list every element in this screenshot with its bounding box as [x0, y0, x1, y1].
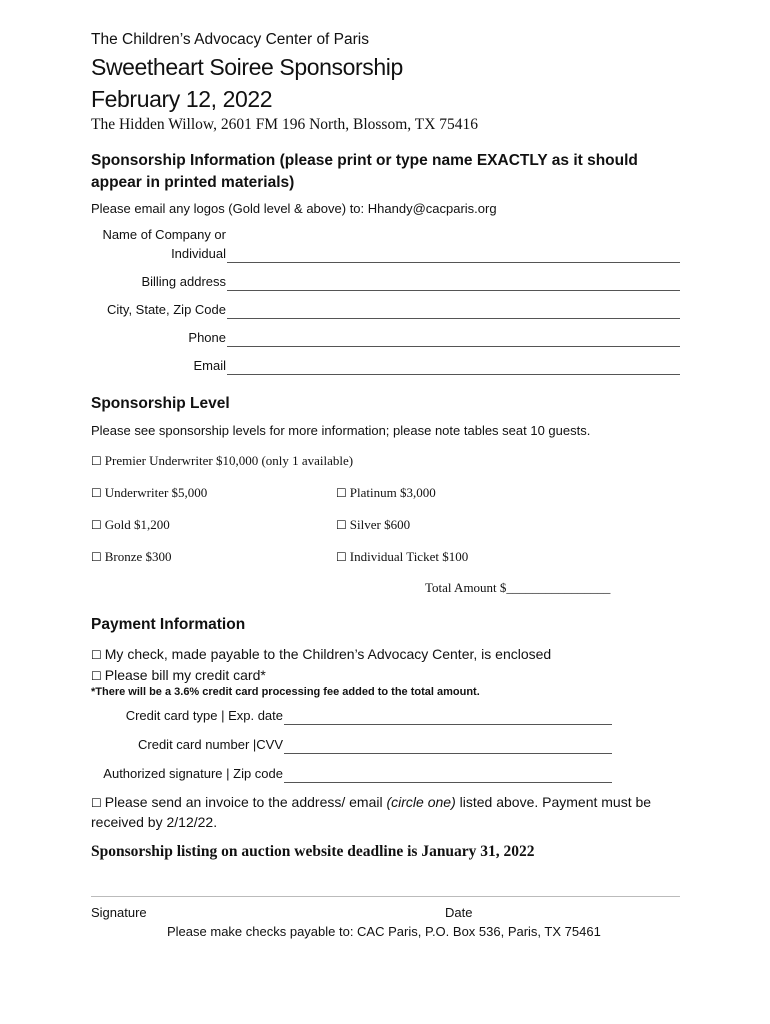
phone-label: Phone: [188, 330, 226, 345]
option-label: Please bill my credit card*: [104, 667, 266, 683]
authorized-signature-field-line[interactable]: [284, 782, 612, 783]
option-label: Bronze $300: [104, 549, 172, 564]
checks-payable-note: Please make checks payable to: CAC Paris, P.O. Box 536, Paris, TX 75461: [167, 924, 601, 939]
company-label-line2: Individual: [171, 246, 226, 261]
option-label: Silver $600: [349, 517, 411, 532]
section-heading-sponsorship-level: Sponsorship Level: [91, 395, 230, 412]
logo-email-note: Please email any logos (Gold level & above) to: Hhandy@cacparis.org: [91, 201, 497, 216]
event-date: February 12, 2022: [91, 86, 273, 112]
option-label: Premier Underwriter $10,000 (only 1 available): [104, 453, 354, 468]
checkbox-icon[interactable]: ☐: [336, 518, 347, 532]
option-individual-ticket[interactable]: [336, 549, 468, 565]
signature-label: Signature: [91, 905, 147, 920]
email-field-line[interactable]: [227, 374, 680, 375]
city-state-zip-label: City, State, Zip Code: [107, 302, 226, 317]
option-label: Gold $1,200: [104, 517, 170, 532]
credit-card-fee-note: *There will be a 3.6% credit card processing fee added to the total amount.: [91, 686, 480, 698]
option-platinum[interactable]: [336, 485, 436, 501]
email-label: Email: [193, 358, 226, 373]
section-heading-payment: Payment Information: [91, 616, 246, 633]
organization-name: The Children’s Advocacy Center of Paris: [91, 31, 369, 48]
form-title: Sweetheart Soiree Sponsorship: [91, 54, 403, 80]
checkbox-icon[interactable]: ☐: [91, 454, 102, 468]
option-gold[interactable]: [91, 517, 170, 533]
signature-line[interactable]: [91, 896, 680, 897]
option-underwriter[interactable]: [91, 485, 207, 501]
checkbox-icon[interactable]: ☐: [91, 486, 102, 500]
checkbox-icon[interactable]: ☐: [336, 486, 347, 500]
checkbox-icon[interactable]: ☐: [91, 648, 102, 662]
company-field-line[interactable]: [227, 262, 680, 263]
card-number-label: Credit card number |CVV: [138, 737, 283, 752]
card-type-label: Credit card type | Exp. date: [125, 708, 283, 723]
option-check-enclosed[interactable]: [91, 646, 551, 662]
city-state-zip-field-line[interactable]: [227, 318, 680, 319]
option-bronze[interactable]: [91, 549, 172, 565]
checkbox-icon[interactable]: ☐: [91, 550, 102, 564]
card-number-field-line[interactable]: [284, 753, 612, 754]
authorized-signature-label: Authorized signature | Zip code: [103, 766, 283, 781]
option-silver[interactable]: [336, 517, 410, 533]
invoice-text-circle-one: (circle one): [386, 794, 456, 810]
option-credit-card[interactable]: [91, 667, 266, 683]
option-label: Underwriter $5,000: [104, 485, 208, 500]
phone-field-line[interactable]: [227, 346, 680, 347]
checkbox-icon[interactable]: ☐: [91, 796, 102, 810]
sponsorship-level-note: Please see sponsorship levels for more information; please note tables seat 10 guests.: [91, 423, 591, 438]
date-label: Date: [445, 905, 473, 920]
checkbox-icon[interactable]: ☐: [336, 550, 347, 564]
checkbox-icon[interactable]: ☐: [91, 518, 102, 532]
section-heading-sponsorship-info: Sponsorship Information (please print or type name EXACTLY as it should appear in printed materials): [91, 152, 638, 191]
auction-deadline-notice: Sponsorship listing on auction website deadline is January 31, 2022: [91, 843, 535, 860]
company-label-line1: Name of Company or: [102, 227, 226, 242]
option-label: Platinum $3,000: [349, 485, 436, 500]
total-amount-field[interactable]: Total Amount $________________: [425, 580, 611, 595]
venue-address: The Hidden Willow, 2601 FM 196 North, Blossom, TX 75416: [91, 116, 479, 133]
option-premier-underwriter[interactable]: [91, 453, 353, 469]
option-label: Individual Ticket $100: [349, 549, 469, 564]
billing-address-label: Billing address: [141, 274, 226, 289]
option-send-invoice[interactable]: [91, 793, 671, 832]
option-label: My check, made payable to the Children’s Advocacy Center, is enclosed: [104, 646, 552, 662]
invoice-text-pre: Please send an invoice to the address/ email: [104, 794, 387, 810]
checkbox-icon[interactable]: ☐: [91, 669, 102, 683]
invoice-text-post: listed above. Payment must be received by 2/12/22.: [91, 794, 652, 830]
card-type-field-line[interactable]: [284, 724, 612, 725]
billing-address-field-line[interactable]: [227, 290, 680, 291]
